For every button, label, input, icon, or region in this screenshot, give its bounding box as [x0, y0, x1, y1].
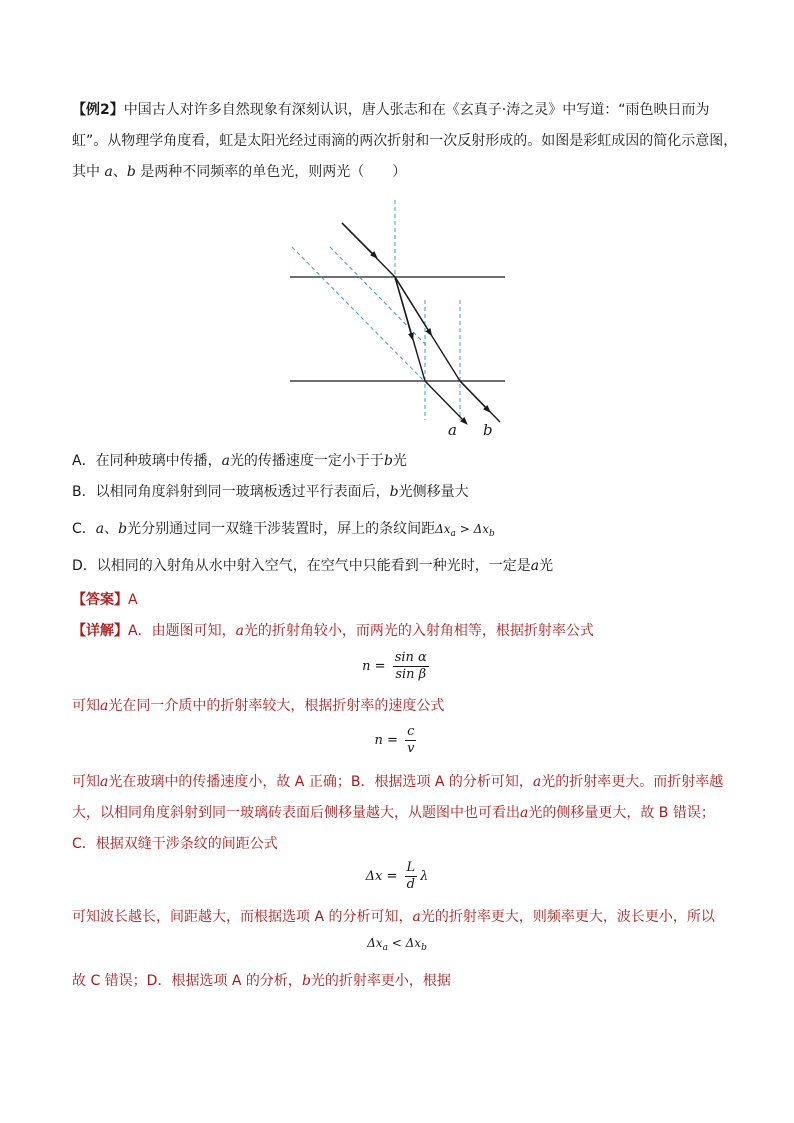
- option-c-var-b: b: [118, 521, 128, 537]
- detail-label: 【详解】: [72, 623, 128, 639]
- detail-p2-pre: 可知: [72, 698, 100, 714]
- option-c-dx-a-sub: a: [450, 529, 456, 539]
- answer-label: 【答案】: [72, 592, 128, 608]
- f2-fraction: [405, 724, 416, 757]
- formula-dx-compare: [0, 936, 794, 953]
- f2-eq: =: [382, 733, 403, 748]
- emergent-arrow-b: [460, 381, 488, 410]
- formula-refractive-index-speed: [0, 724, 794, 757]
- detail-line-4: [72, 803, 734, 823]
- detail-p6-var: a: [412, 909, 421, 925]
- var-b: b: [126, 164, 136, 180]
- f2-lhs: n: [374, 733, 383, 748]
- option-b-var: b: [389, 484, 399, 500]
- detail-line-2: [72, 696, 734, 716]
- option-c-dx-a: Δx: [435, 522, 451, 536]
- option-a-post: 光: [392, 453, 407, 469]
- detail-p6-pre: 可知波长越长，间距越大，而根据选项 A 的分析可知，: [72, 909, 413, 925]
- detail-p1-pre: A．由题图可知，: [128, 623, 236, 639]
- detail-p4-pre: 大，以相同角度斜射到同一玻璃砖表面后侧移量越大，从题图中也可看出: [72, 805, 520, 821]
- option-c-op: >: [455, 522, 474, 536]
- option-c-dx-b: Δx: [473, 522, 490, 536]
- f3-lambda: λ: [420, 869, 429, 884]
- label-a: a: [448, 421, 457, 439]
- f2-den: v: [407, 741, 415, 756]
- option-c-text: C．: [72, 521, 96, 537]
- option-a-var2: b: [383, 453, 393, 469]
- detail-p3-mid: 光在玻璃中的传播速度小，故 A 正确；B．根据选项 A 的分析可知，: [108, 774, 533, 790]
- detail-p2-post: 光在同一介质中的折射率较大，根据折射率的速度公式: [108, 698, 445, 714]
- label-b: b: [483, 421, 493, 439]
- detail-line-7: [72, 971, 734, 991]
- detail-p4-var: a: [520, 805, 529, 821]
- detail-p2-var: a: [100, 698, 109, 714]
- question-text-3c: 是两种不同频率的单色光，则两光（ ）: [135, 164, 407, 180]
- f1-eq: =: [370, 659, 390, 674]
- question-text-3b: 、: [112, 164, 127, 180]
- detail-p4-post: 光的侧移量更大，故 B 错误；: [528, 805, 715, 821]
- question-text-1: 中国古人对许多自然现象有深刻认识，唐人张志和在《玄真子·涛之灵》中写道：“雨色映日而为: [123, 102, 710, 118]
- answer-value: A: [128, 592, 138, 608]
- incident-arrow: [342, 223, 375, 256]
- detail-line-3: [72, 772, 734, 792]
- detail-line-6: [72, 907, 734, 927]
- refracted-arrow-b: [395, 277, 430, 333]
- option-a-mid: 光的传播速度一定小于于: [229, 453, 384, 469]
- f4-op: <: [387, 936, 406, 950]
- var-a: a: [104, 164, 113, 180]
- question-line-3: [72, 162, 734, 182]
- question-line-2: [72, 131, 738, 151]
- question-text-3a: 其中: [72, 164, 105, 180]
- detail-p1-post: 光的折射角较小，而两光的入射角相等，根据折射率公式: [243, 623, 594, 639]
- option-c-dx-b-sub: b: [489, 529, 495, 539]
- emergent-ray-a: [425, 381, 465, 422]
- option-c-formula: [435, 522, 495, 539]
- option-d-var: a: [530, 558, 540, 574]
- question-line-1: [72, 100, 734, 120]
- refracted-arrow-a: [395, 277, 412, 337]
- detail-p1-var: a: [235, 623, 244, 639]
- detail-p3-post: 光的折射率更大。而折射率越: [541, 774, 724, 790]
- formula-fringe-spacing: [0, 860, 794, 893]
- f3-eq: =: [382, 869, 402, 884]
- detail-p5: C．根据双缝干涉条纹的间距公式: [72, 836, 278, 852]
- f4-right-sub: b: [421, 943, 427, 953]
- dashed-guides: [292, 200, 460, 420]
- option-d-text: D．以相同的入射角从水中射入空气，在空气中只能看到一种光时，一定是: [72, 558, 531, 574]
- detail-p3-var2: a: [532, 774, 542, 790]
- detail-line-5: [72, 834, 734, 854]
- option-c: [72, 519, 734, 544]
- f2-num: c: [405, 724, 416, 741]
- f3-fraction: [405, 860, 418, 893]
- f3-den: d: [406, 877, 415, 892]
- f1-fraction: [393, 650, 429, 683]
- option-c-var-a: a: [95, 521, 105, 537]
- option-b: [72, 482, 734, 502]
- option-b-post: 光侧移量大: [398, 484, 469, 500]
- option-d-post: 光: [539, 558, 554, 574]
- formula-refractive-index-sin: [0, 650, 794, 683]
- detail-p3-pre: 可知: [72, 774, 100, 790]
- f4-left-sub: a: [382, 943, 388, 953]
- detail-p6-post: 光的折射率更大，则频率更大，波长更小，所以: [420, 909, 715, 925]
- detail-line-1: [72, 621, 734, 641]
- f1-num: sin α: [394, 650, 427, 665]
- detail-p7-post: 光的折射率更小，根据: [310, 973, 451, 989]
- option-a-var: a: [221, 453, 230, 469]
- option-c-sep: 、: [104, 521, 119, 537]
- question-text-2: 虹”。从物理学角度看，虹是太阳光经过雨滴的两次折射和一次反射形成的。如图是彩虹成因的简化示意图，: [72, 133, 738, 149]
- f4-right: Δx: [405, 936, 422, 950]
- f3-num: L: [406, 860, 416, 875]
- option-a-text: A．在同种玻璃中传播，: [72, 453, 222, 469]
- detail-p7-var: b: [301, 973, 311, 989]
- answer-line: [72, 590, 734, 610]
- f4-left: Δx: [367, 936, 383, 950]
- f1-den: sin β: [395, 667, 427, 682]
- f3-lhs: Δx: [365, 869, 383, 884]
- f1-lhs: n: [362, 659, 371, 674]
- question-tag: 【例2】: [72, 102, 124, 118]
- rainbow-refraction-diagram: [280, 195, 520, 440]
- option-c-mid: 光分别通过同一双缝干涉装置时，屏上的条纹间距: [127, 521, 436, 537]
- detail-p3-var: a: [100, 774, 109, 790]
- detail-p7-pre: 故 C 错误；D．根据选项 A 的分析，: [72, 973, 302, 989]
- option-a: [72, 451, 734, 471]
- option-d: [72, 556, 734, 576]
- option-b-text: B．以相同角度斜射到同一玻璃板透过平行表面后，: [72, 484, 390, 500]
